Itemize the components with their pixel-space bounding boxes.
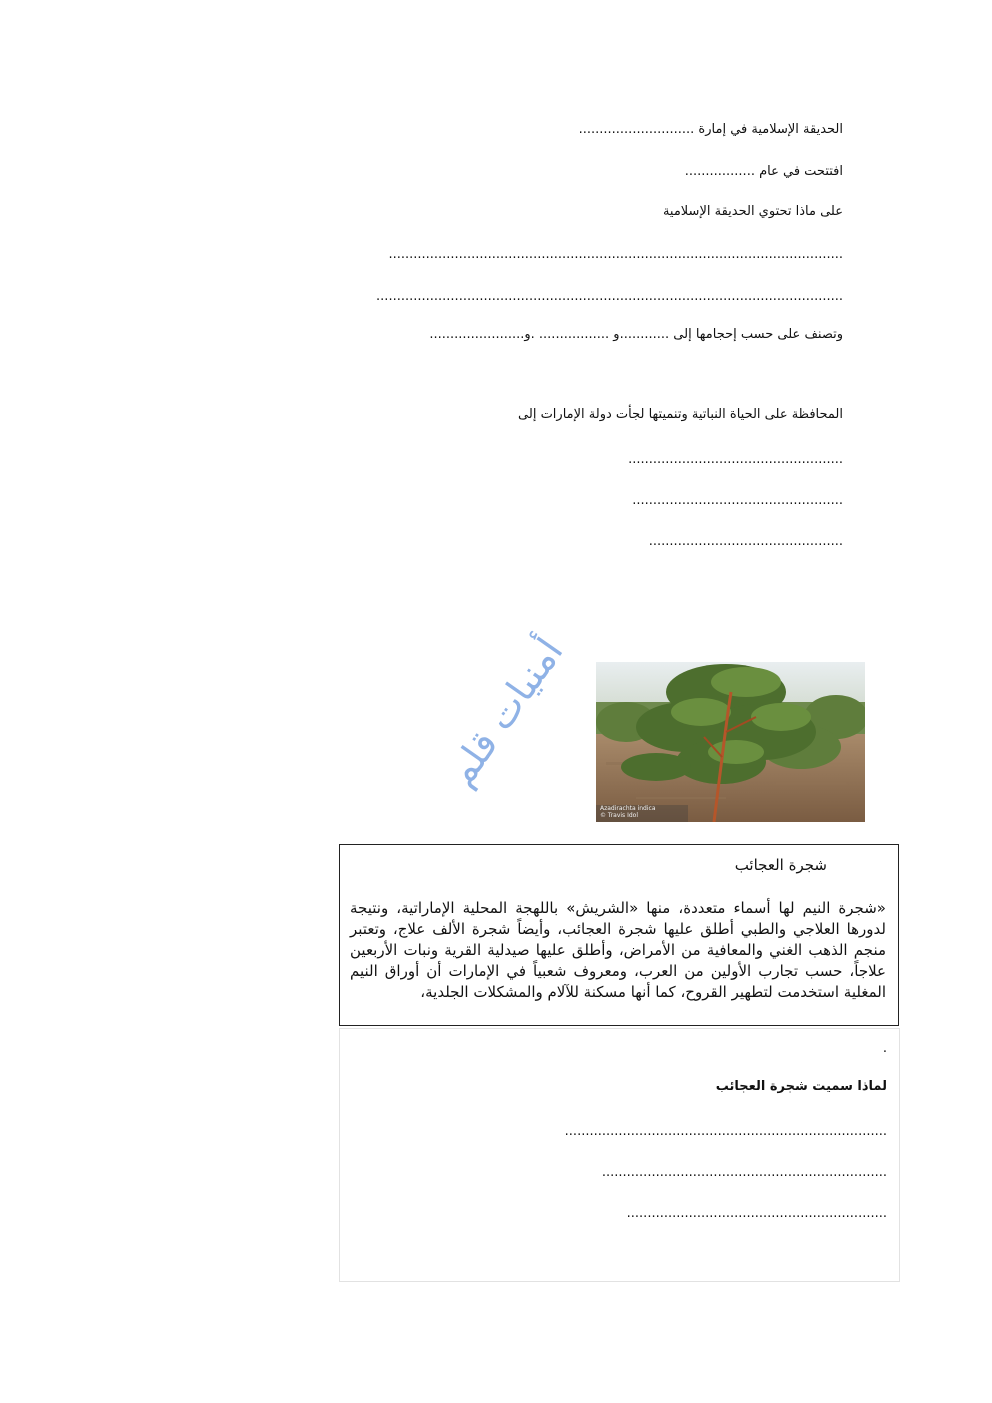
answer-dots-line: ..................................................................... (601, 1165, 887, 1180)
answer-dots-line: .............................................................................. (564, 1124, 887, 1139)
question-opened-year: افتتحت في عام ................. (684, 164, 843, 179)
answer-dots-line: .............................................................................................................. (388, 247, 843, 262)
tree-illustration (596, 662, 865, 822)
passage-title: شجرة العجائب (734, 856, 827, 874)
question-emirate: الحديقة الإسلامية في إمارة ............................ (578, 122, 843, 137)
passage-body: «شجرة النيم لها أسماء متعددة، منها «الشريش» باللهجة المحلية الإماراتية، ونتيجة لدورها العلاجي والطبي أطلق عليها شجرة العجائب، وأيضاً شجرة الألف علاج، وتعتبر منجم الذهب الغني والمعافية من الأمراض، وأطلق عليها صيدلية القرية ونبات الأربعين علاجاً، حسب تجارب الأولين من العرب، ومعروف شعبياً في الإمارات أن أوراق النيم المغلية استخدمت لتطهير القروح، كما أنها مسكنة للآلام والمشكلات الجلدية، (350, 899, 886, 1001)
answer-dots-line: .................................................... (628, 452, 843, 467)
question-why-named: لماذا سميت شجرة العجائب (715, 1079, 887, 1094)
answer-dots-line: ................................................................................................................. (376, 289, 843, 304)
question-box (339, 1028, 900, 1282)
answer-dots-line: ................................................... (632, 493, 843, 508)
watermark-text: أمنيات قلم (438, 630, 572, 794)
photo-caption: Azadirachta indica © Travis Idol (600, 805, 656, 819)
answer-dots-line: ............................................................... (626, 1206, 887, 1221)
question-plant-conservation: المحافظة على الحياة النباتية وتنميتها لجأت دولة الإمارات إلى (518, 407, 843, 422)
question-contents: على ماذا تحتوي الحديقة الإسلامية (662, 204, 843, 219)
question-classification: وتصنف على حسب إحجامها إلى ............و ................. .و....................... (429, 327, 843, 342)
period-mark: . (882, 1041, 887, 1056)
neem-tree-photo (596, 662, 865, 822)
reading-passage-box (339, 844, 899, 1026)
answer-dots-line: ............................................... (648, 534, 843, 549)
